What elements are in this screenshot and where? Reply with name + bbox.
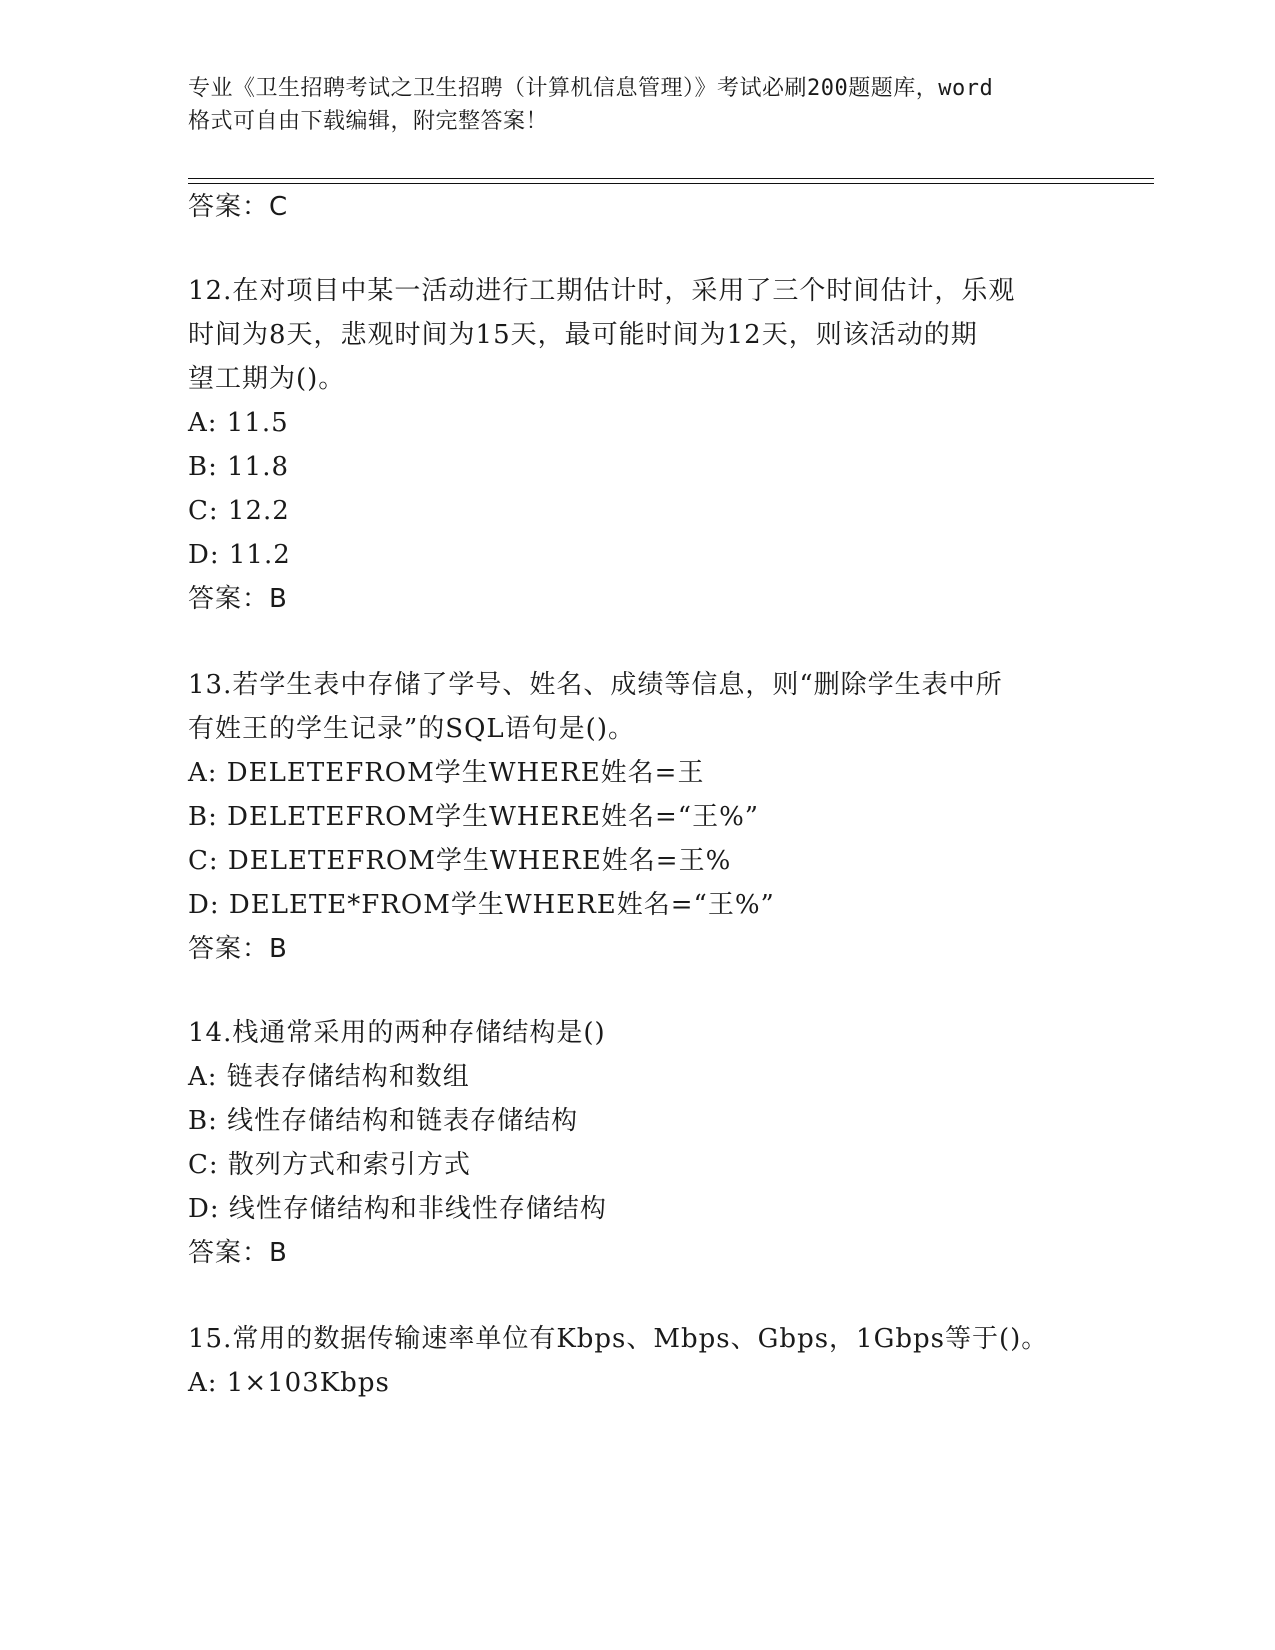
- question-13-option-d: D: DELETE*FROM学生WHERE姓名=“王%”: [188, 890, 775, 920]
- question-14-option-a: A: 链表存储结构和数组: [188, 1062, 470, 1092]
- header-title-line-1: 专业《卫生招聘考试之卫生招聘（计算机信息管理）》考试必刷200题题库，word: [188, 76, 994, 101]
- header-title-line-2: 格式可自由下载编辑，附完整答案！: [188, 109, 549, 134]
- question-12-option-d: D: 11.2: [188, 540, 291, 570]
- question-12-text-line-2: 时间为8天，悲观时间为15天，最可能时间为12天，则该活动的期: [188, 320, 978, 350]
- question-14-option-b: B: 线性存储结构和链表存储结构: [188, 1106, 579, 1136]
- question-13-option-b: B: DELETEFROM学生WHERE姓名=“王%”: [188, 802, 760, 832]
- question-12-answer: 答案：B: [188, 584, 288, 614]
- question-15-option-a: A: 1×103Kbps: [188, 1368, 390, 1398]
- question-12-option-a: A: 11.5: [188, 408, 289, 438]
- question-13-option-c: C: DELETEFROM学生WHERE姓名=王%: [188, 846, 732, 876]
- question-12-text-line-1: 12.在对项目中某一活动进行工期估计时，采用了三个时间估计，乐观: [188, 276, 1016, 306]
- question-13-text-line-1: 13.若学生表中存储了学号、姓名、成绩等信息，则“删除学生表中所: [188, 670, 1003, 700]
- question-14-option-c: C: 散列方式和索引方式: [188, 1150, 471, 1180]
- question-14-text-line-1: 14.栈通常采用的两种存储结构是(): [188, 1018, 606, 1048]
- header-divider-bottom: [188, 183, 1154, 184]
- question-13-text-line-2: 有姓王的学生记录”的SQL语句是()。: [188, 714, 635, 744]
- question-13-answer: 答案：B: [188, 934, 288, 964]
- question-14-option-d: D: 线性存储结构和非线性存储结构: [188, 1194, 607, 1224]
- previous-answer: 答案：C: [188, 192, 289, 222]
- document-header: [188, 72, 1088, 138]
- question-15-text-line-1: 15.常用的数据传输速率单位有Kbps、Mbps、Gbps，1Gbps等于()。: [188, 1324, 1049, 1354]
- question-14-answer: 答案：B: [188, 1238, 288, 1268]
- question-13-option-a: A: DELETEFROM学生WHERE姓名=王: [188, 758, 705, 788]
- question-12-option-b: B: 11.8: [188, 452, 290, 482]
- question-12-text-line-3: 望工期为()。: [188, 364, 346, 394]
- question-12-option-c: C: 12.2: [188, 496, 290, 526]
- header-divider-top: [188, 178, 1154, 179]
